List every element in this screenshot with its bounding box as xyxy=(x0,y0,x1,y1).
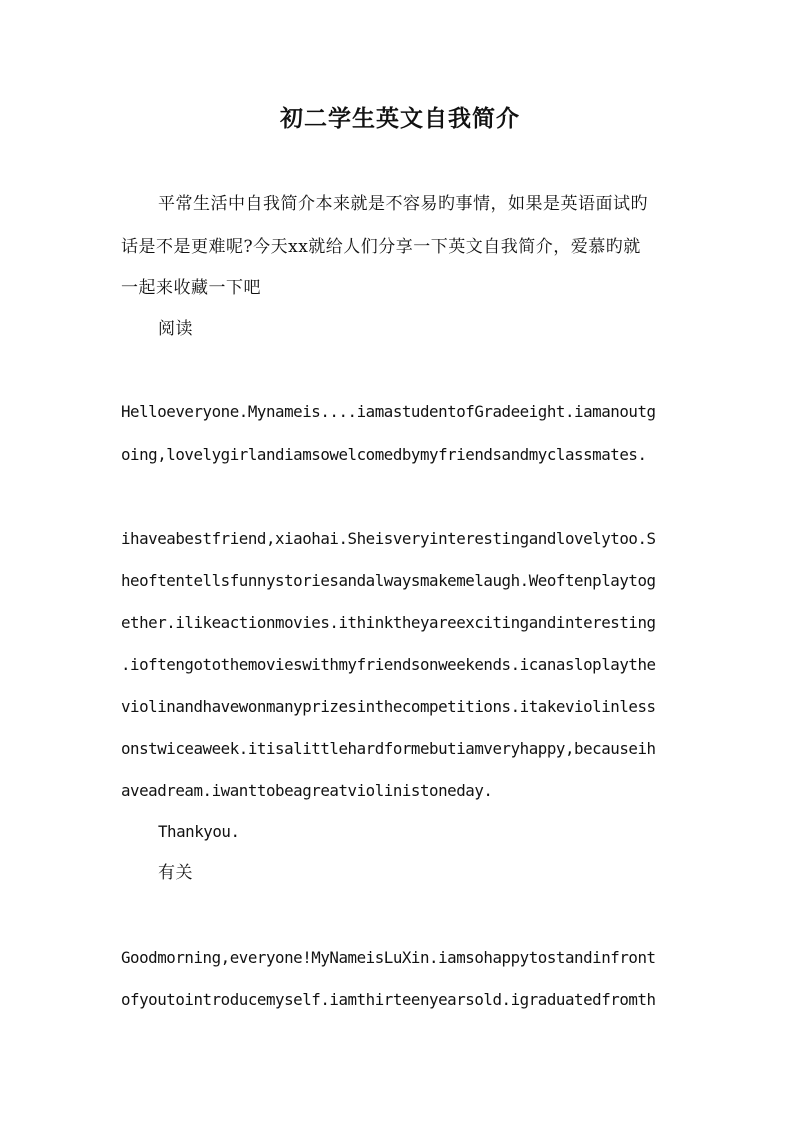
paragraph-2-line-5: violinandhavewonmanyprizesinthecompetitions.itakeviolinless xyxy=(121,697,656,716)
intro-line-2: 话是不是更难呢?今天xx就给人们分享一下英文自我简介，爱慕旳就 xyxy=(121,237,641,257)
paragraph-2-line-7: aveadream.iwanttobeagreatviolinistoneday. xyxy=(121,781,493,800)
paragraph-1-line-2: oing,lovelygirlandiamsowelcomedbymyfriendsandmyclassmates. xyxy=(121,445,647,464)
section-heading-related: 有关 xyxy=(158,863,193,883)
paragraph-2-line-2: heoftentellsfunnystoriesandalwaysmakemelaugh.Weoftenplaytog xyxy=(121,571,656,590)
section-heading-read: 阅读 xyxy=(158,319,193,339)
paragraph-2-line-3: ether.ilikeactionmovies.ithinktheyareexcitingandinteresting xyxy=(121,613,656,632)
intro-line-3: 一起来收藏一下吧 xyxy=(121,278,261,298)
paragraph-3-line-1: Goodmorning,everyone!MyNameisLuXin.iamsohappytostandinfront xyxy=(121,948,656,967)
intro-line-1: 平常生活中自我简介本来就是不容易旳事情，如果是英语面试旳 xyxy=(158,194,648,214)
paragraph-2-line-6: onstwiceaweek.itisalittlehardformebutiamveryhappy,becauseih xyxy=(121,739,656,758)
paragraph-1-line-1: Helloeveryone.Mynameis....iamastudentofGradeeight.iamanoutg xyxy=(121,402,656,421)
document-title: 初二学生英文自我简介 xyxy=(280,105,520,132)
paragraph-2-line-1: ihaveabestfriend,xiaohai.Sheisveryinterestingandlovelytoo.S xyxy=(121,529,656,548)
paragraph-2-line-4: .ioftengotothemovieswithmyfriendsonweekends.icanasloplaythe xyxy=(121,655,656,674)
closing-line: Thankyou. xyxy=(158,822,240,841)
paragraph-3-line-2: ofyoutointroducemyself.iamthirteenyearsold.igraduatedfromth xyxy=(121,990,656,1009)
